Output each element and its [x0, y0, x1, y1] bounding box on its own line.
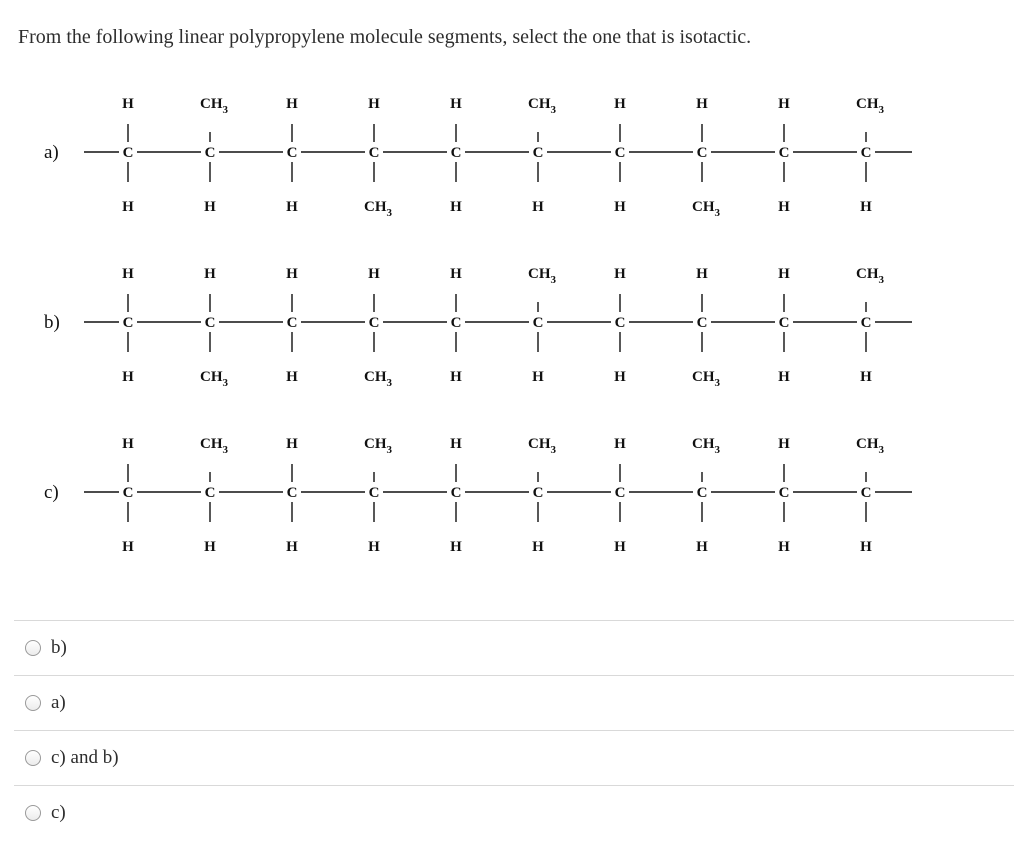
hydrogen-atom: H: [614, 436, 626, 452]
methyl-group: $CH_3$: [364, 369, 392, 389]
option-4[interactable]: [14, 785, 1014, 840]
hydrogen-atom: H: [368, 96, 380, 112]
carbon-atom: C: [614, 315, 626, 331]
methyl-group: $CH_3$: [528, 266, 556, 286]
carbon-atom: C: [286, 315, 298, 331]
carbon-atom: C: [532, 485, 544, 501]
hydrogen-atom: H: [204, 266, 216, 282]
hydrogen-atom: H: [532, 199, 544, 215]
option-2[interactable]: [14, 675, 1014, 730]
carbon-atom: C: [368, 145, 380, 161]
carbon-atom: C: [450, 315, 462, 331]
hydrogen-atom: H: [778, 539, 790, 555]
hydrogen-atom: H: [450, 96, 462, 112]
hydrogen-atom: H: [450, 369, 462, 385]
radio-button[interactable]: [25, 640, 41, 656]
carbon-atom: C: [286, 485, 298, 501]
carbon-atom: C: [778, 145, 790, 161]
hydrogen-atom: H: [286, 199, 298, 215]
hydrogen-atom: H: [614, 369, 626, 385]
carbon-atom: C: [532, 145, 544, 161]
hydrogen-atom: H: [204, 539, 216, 555]
carbon-atom: C: [532, 315, 544, 331]
hydrogen-atom: H: [696, 96, 708, 112]
hydrogen-atom: H: [286, 266, 298, 282]
methyl-group: $CH_3$: [364, 436, 392, 456]
hydrogen-atom: H: [860, 199, 872, 215]
methyl-group: $CH_3$: [856, 436, 884, 456]
hydrogen-atom: H: [286, 539, 298, 555]
hydrogen-atom: H: [122, 199, 134, 215]
chain-label: c): [44, 482, 59, 503]
option-label: a): [51, 692, 66, 713]
chain-b: [44, 266, 912, 389]
option-3[interactable]: [14, 730, 1014, 785]
hydrogen-atom: H: [532, 369, 544, 385]
hydrogen-atom: H: [450, 539, 462, 555]
hydrogen-atom: H: [532, 539, 544, 555]
carbon-atom: C: [204, 145, 216, 161]
methyl-group: $CH_3$: [692, 199, 720, 219]
hydrogen-atom: H: [860, 369, 872, 385]
methyl-group: $CH_3$: [200, 436, 228, 456]
hydrogen-atom: H: [450, 266, 462, 282]
carbon-atom: C: [778, 485, 790, 501]
carbon-atom: C: [204, 485, 216, 501]
option-label: c) and b): [51, 747, 119, 768]
radio-button[interactable]: [25, 695, 41, 711]
hydrogen-atom: H: [122, 539, 134, 555]
carbon-atom: C: [860, 145, 872, 161]
hydrogen-atom: H: [286, 96, 298, 112]
hydrogen-atom: H: [286, 436, 298, 452]
hydrogen-atom: H: [778, 199, 790, 215]
methyl-group: $CH_3$: [856, 96, 884, 116]
hydrogen-atom: H: [778, 266, 790, 282]
carbon-atom: C: [368, 485, 380, 501]
hydrogen-atom: H: [614, 539, 626, 555]
methyl-group: $CH_3$: [528, 436, 556, 456]
hydrogen-atom: H: [368, 266, 380, 282]
chain-label: a): [44, 142, 59, 163]
hydrogen-atom: H: [122, 436, 134, 452]
hydrogen-atom: H: [122, 369, 134, 385]
carbon-atom: C: [286, 145, 298, 161]
methyl-group: $CH_3$: [692, 369, 720, 389]
carbon-atom: C: [860, 485, 872, 501]
carbon-atom: C: [696, 315, 708, 331]
methyl-group: $CH_3$: [528, 96, 556, 116]
hydrogen-atom: H: [450, 436, 462, 452]
carbon-atom: C: [860, 315, 872, 331]
answer-options: [14, 620, 1014, 840]
hydrogen-atom: H: [860, 539, 872, 555]
hydrogen-atom: H: [286, 369, 298, 385]
carbon-atom: C: [204, 315, 216, 331]
hydrogen-atom: H: [778, 96, 790, 112]
hydrogen-atom: H: [614, 266, 626, 282]
carbon-atom: C: [368, 315, 380, 331]
hydrogen-atom: H: [778, 369, 790, 385]
hydrogen-atom: H: [122, 266, 134, 282]
hydrogen-atom: H: [614, 199, 626, 215]
carbon-atom: C: [122, 315, 134, 331]
hydrogen-atom: H: [204, 199, 216, 215]
methyl-group: $CH_3$: [692, 436, 720, 456]
carbon-atom: C: [614, 145, 626, 161]
carbon-atom: C: [696, 145, 708, 161]
radio-button[interactable]: [25, 750, 41, 766]
carbon-atom: C: [696, 485, 708, 501]
option-1[interactable]: [14, 620, 1014, 675]
chain-label: b): [44, 312, 60, 333]
hydrogen-atom: H: [614, 96, 626, 112]
polymer-diagram: [0, 80, 1024, 590]
carbon-atom: C: [122, 485, 134, 501]
carbon-atom: C: [450, 485, 462, 501]
carbon-atom: C: [778, 315, 790, 331]
question-text: From the following linear polypropylene molecule segments, select the one that is isotactic.: [18, 26, 752, 48]
carbon-atom: C: [450, 145, 462, 161]
chain-c: [44, 436, 912, 555]
hydrogen-atom: H: [122, 96, 134, 112]
chain-a: [44, 96, 912, 219]
option-label: b): [51, 637, 67, 658]
radio-button[interactable]: [25, 805, 41, 821]
hydrogen-atom: H: [368, 539, 380, 555]
hydrogen-atom: H: [778, 436, 790, 452]
methyl-group: $CH_3$: [856, 266, 884, 286]
carbon-atom: C: [614, 485, 626, 501]
hydrogen-atom: H: [450, 199, 462, 215]
methyl-group: $CH_3$: [200, 369, 228, 389]
hydrogen-atom: H: [696, 539, 708, 555]
methyl-group: $CH_3$: [364, 199, 392, 219]
methyl-group: $CH_3$: [200, 96, 228, 116]
carbon-atom: C: [122, 145, 134, 161]
option-label: c): [51, 802, 66, 823]
hydrogen-atom: H: [696, 266, 708, 282]
